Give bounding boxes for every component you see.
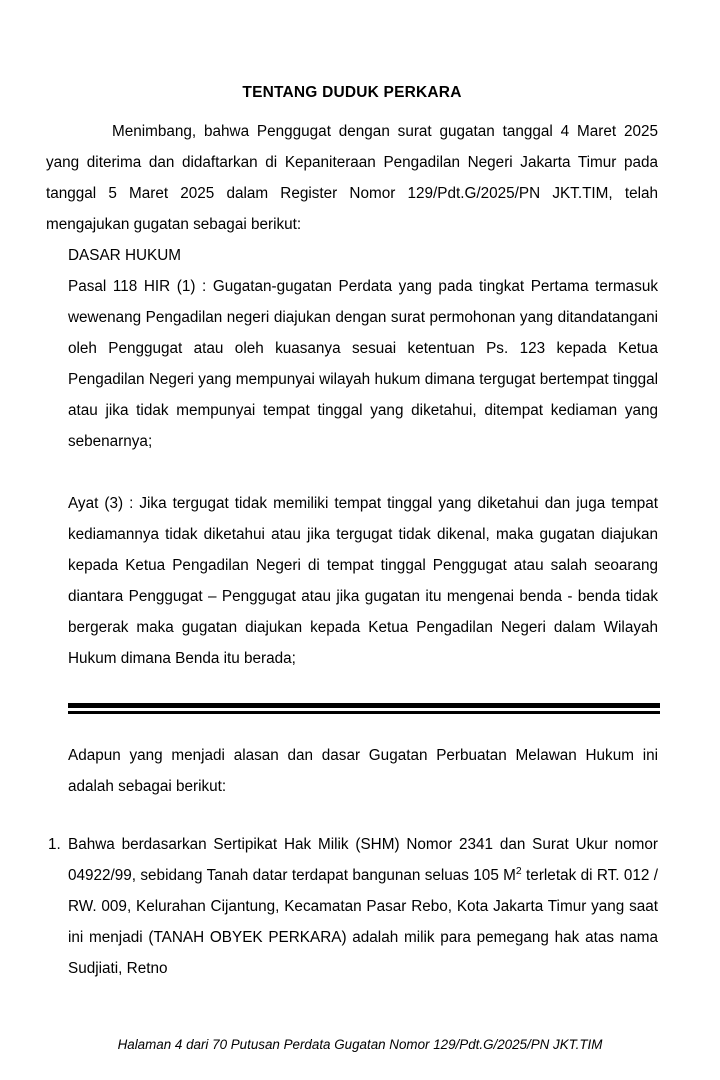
article-118-hir-paragraph: Pasal 118 HIR (1) : Gugatan-gugatan Perdata yang pada tingkat Pertama termasuk wewenang Pengadilan negeri diajukan dengan surat permohonan yang ditandatangani oleh Penggugat atau oleh kuasanya sesuai ketentuan Ps. 123 kepada Ketua Pengadilan Negeri yang mempunyai wilayah hukum dimana tergugat bertempat tinggal atau jika tidak mempunyai tempat tinggal yang diketahui, ditempat kediaman yang sebenarnya; (68, 278, 658, 450)
list-item-text-part1: Bahwa berdasarkan Sertipikat Hak Milik (SHM) Nomor 2341 dan Surat Ukur nomor 04922/99, sebidang Tanah datar terdapat bangunan seluas 105 M (68, 836, 658, 884)
divider-rule-thin (68, 711, 660, 714)
list-item (48, 829, 658, 984)
legal-basis-heading: DASAR HUKUM (68, 247, 182, 264)
page-footer: Halaman 4 dari 70 Putusan Perdata Gugatan Nomor 129/Pdt.G/2025/PN JKT.TIM (117, 1037, 603, 1052)
page-content (46, 0, 658, 984)
list-item-marker: 1. (48, 836, 61, 853)
page-title: TENTANG DUDUK PERKARA (242, 84, 462, 101)
list-item-text-part2: terletak di RT. 012 / RW. 009, Kelurahan Cijantung, Kecamatan Pasar Rebo, Kota Jakarta Timur yang saat ini menjadi (TANAH OBYEK PERKARA) adalah milik para pemegang hak atas nama Sudjiati, Retno (68, 867, 658, 977)
reasons-intro-paragraph: Adapun yang menjadi alasan dan dasar Gugatan Perbuatan Melawan Hukum ini adalah sebagai berikut: (68, 747, 658, 795)
opening-paragraph: Menimbang, bahwa Penggugat dengan surat gugatan tanggal 4 Maret 2025 yang diterima dan didaftarkan di Kepaniteraan Pengadilan Negeri Jakarta Timur pada tanggal 5 Maret 2025 dalam Register Nomor 129/Pdt.G/2025/PN JKT.TIM, telah mengajukan gugatan sebagai berikut: (46, 123, 658, 233)
article-ayat-3-paragraph: Ayat (3) : Jika tergugat tidak memiliki tempat tinggal yang diketahui dan juga tempat kediamannya tidak diketahui atau jika tergugat tidak dikenal, maka gugatan diajukan kepada Ketua Pengadilan Negeri di tempat tinggal Penggugat atau salah seoarang diantara Penggugat – Penggugat atau jika gugatan itu mengenai benda - benda tidak bergerak maka gugatan diajukan kepada Ketua Pengadilan Negeri dalam Wilayah Hukum dimana Benda itu berada; (68, 495, 658, 667)
legal-basis-block (68, 240, 658, 674)
claims-list (46, 829, 658, 984)
section-divider (68, 703, 660, 714)
reasons-block (68, 740, 658, 802)
square-meter-superscript: 2 (515, 865, 522, 877)
